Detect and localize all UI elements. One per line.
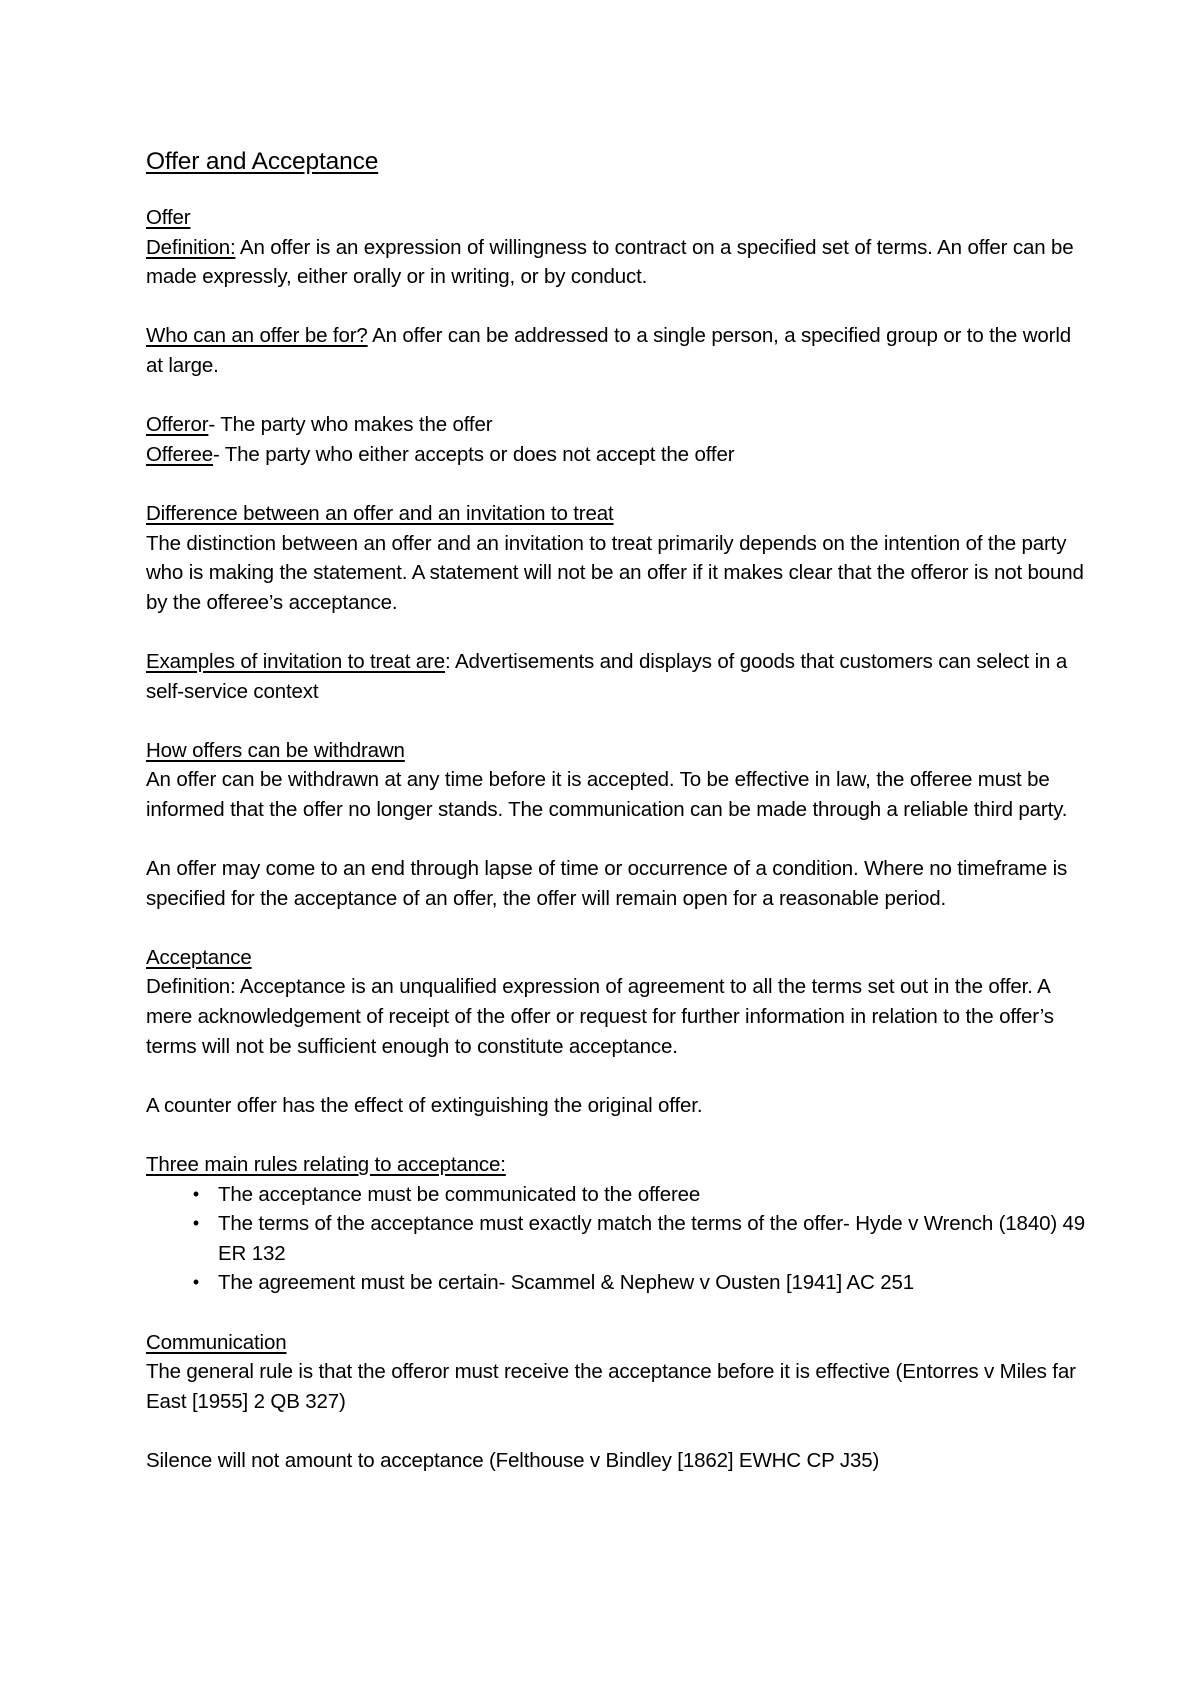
- rule-text: The agreement must be certain- Scammel & Nephew v Ousten [1941] AC 251: [218, 1271, 914, 1295]
- communication-section: [146, 1328, 1086, 1476]
- offer-definition: [146, 233, 1086, 292]
- rules-list: [146, 1180, 1086, 1298]
- difference-text: The distinction between an offer and an invitation to treat primarily depends on the intention of the party who is making the statement. A statement will not be an offer if it makes clear that the offeror is not bound by the offeree’s acceptance.: [146, 531, 1084, 614]
- bullet-icon: •: [192, 1183, 200, 1204]
- offer-section: [146, 203, 1086, 943]
- bullet-icon: •: [192, 1213, 200, 1234]
- bullet-icon: •: [192, 1272, 200, 1293]
- withdrawn-heading: How offers can be withdrawn: [146, 738, 405, 762]
- offeree-label: Offeree: [146, 442, 213, 466]
- rule-text: The acceptance must be communicated to the offeree: [218, 1182, 701, 1206]
- counter-offer-text: A counter offer has the effect of extinguishing the original offer.: [146, 1093, 703, 1117]
- list-item: [192, 1209, 1086, 1268]
- offeree-text: - The party who either accepts or does not accept the offer: [212, 442, 735, 466]
- offeree-line: [146, 440, 1086, 470]
- acceptance-section: [146, 943, 1086, 1328]
- offeror-text: - The party who makes the offer: [208, 413, 493, 437]
- offeror-label: Offeror: [146, 413, 209, 437]
- acceptance-heading: Acceptance: [146, 945, 252, 969]
- difference-heading: Difference between an offer and an invitation to treat: [146, 501, 614, 525]
- silence-text: Silence will not amount to acceptance (Felthouse v Bindley [1862] EWHC CP J35): [146, 1448, 880, 1472]
- communication-general-rule: The general rule is that the offeror must receive the acceptance before it is effective (Entorres v Miles far East [1955] 2 QB 327): [146, 1360, 1076, 1413]
- list-item: [192, 1268, 1086, 1298]
- list-item: [192, 1180, 1086, 1210]
- offer-heading: Offer: [146, 206, 191, 229]
- document-body: [146, 145, 1086, 1476]
- communication-heading: Communication: [146, 1330, 287, 1354]
- acceptance-definition: Definition: Acceptance is an unqualified expression of agreement to all the terms set out in the offer. A mere acknowledgement of receipt of the offer or request for further information in relation to the offer’s terms will not be sufficient enough to constitute acceptance.: [146, 975, 1054, 1058]
- page-title: Offer and Acceptance: [146, 148, 379, 175]
- offeror-line: [146, 410, 1086, 440]
- lapse-text: An offer may come to an end through lapse of time or occurrence of a condition. Where no timeframe is specified for the acceptance of an offer, the offer will remain open for a reasonable period.: [146, 857, 1068, 910]
- withdrawn-text: An offer can be withdrawn at any time before it is accepted. To be effective in law, the offeree must be informed that the offer no longer stands. The communication can be made through a reliable third party.: [146, 768, 1068, 821]
- offer-who-label: Who can an offer be for?: [146, 324, 368, 348]
- examples-text: : Advertisements and displays of goods that customers can select in a self-service context: [146, 649, 1068, 703]
- examples-paragraph: [146, 647, 1086, 706]
- rule-text: The terms of the acceptance must exactly match the terms of the offer- Hyde v Wrench (1840) 49 ER 132: [218, 1212, 1086, 1265]
- offer-who-paragraph: [146, 321, 1086, 380]
- examples-label: Examples of invitation to treat are: [146, 649, 445, 673]
- offer-who-text: An offer can be addressed to a single person, a specified group or to the world at large.: [146, 324, 1071, 377]
- offer-definition-text: An offer is an expression of willingness to contract on a specified set of terms. An offer can be made expressly, either orally or in writing, or by conduct.: [146, 235, 1074, 289]
- rules-heading: Three main rules relating to acceptance:: [146, 1153, 506, 1176]
- offer-definition-label: Definition:: [146, 235, 236, 259]
